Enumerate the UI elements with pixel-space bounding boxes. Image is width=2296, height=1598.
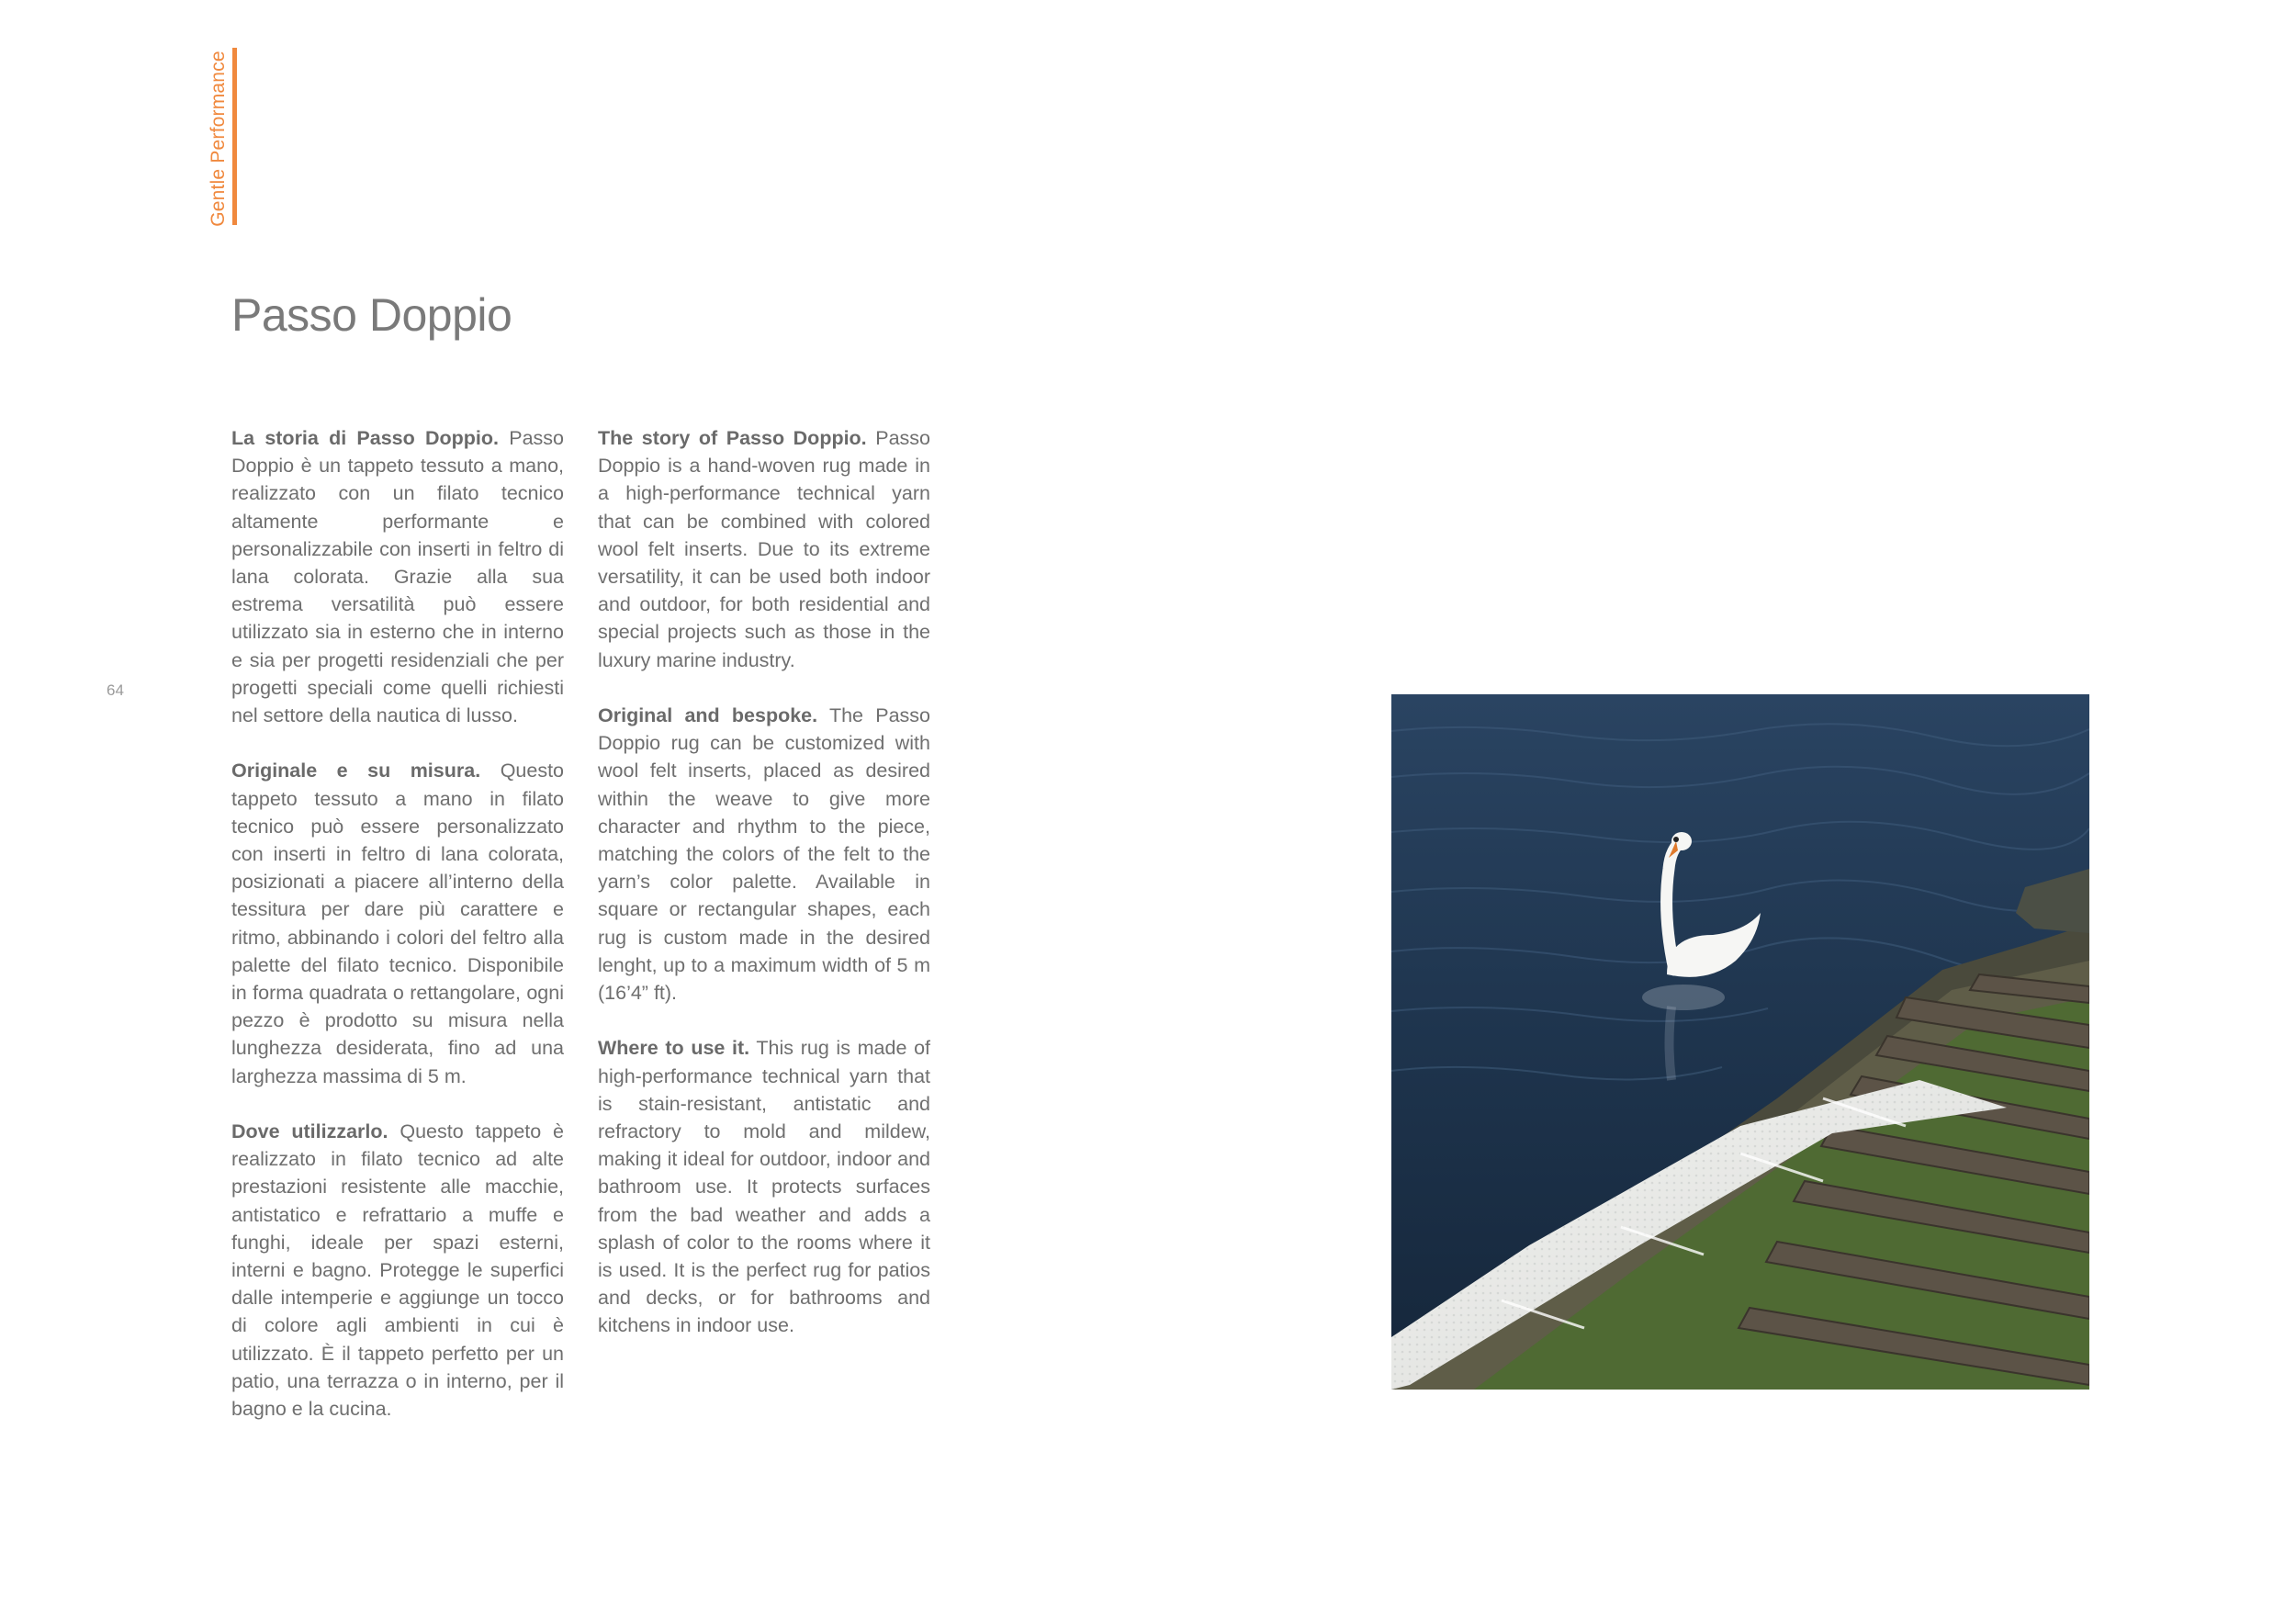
paragraph-lead: La storia di Passo Doppio. bbox=[231, 427, 499, 449]
paragraph-body: The Passo Doppio rug can be customized with wool felt inserts, placed as desired within the weave to give more character and rhythm to the piece, matching the colors of the felt to the yarn’s color palette. Available in square or rectangular shapes, each rug is custom made in the desired lenght, up to a maximum width of 5 m (16’4” ft). bbox=[598, 704, 930, 1005]
paragraph-lead: Original and bespoke. bbox=[598, 704, 818, 727]
english-paragraph bbox=[598, 424, 930, 674]
paragraph-lead: The story of Passo Doppio. bbox=[598, 427, 867, 449]
paragraph-body: Passo Doppio è un tappeto tessuto a mano, realizzato con un filato tecnico altamente performante e personalizzabile con inserti in feltro di lana colorata. Grazie alla sua estrema versatilità può essere utilizzato sia in esterno che in interno e sia per progetti residenziali che per progetti speciali come quelli richiesti nel settore della nautica di lusso. bbox=[231, 427, 564, 727]
english-paragraph bbox=[598, 1034, 930, 1339]
swan-lake-rug-illustration bbox=[1391, 694, 2089, 1390]
swan-reflection bbox=[1642, 985, 1725, 1010]
section-label bbox=[206, 51, 231, 227]
paragraph-body: Questo tappeto tessuto a mano in filato tecnico può essere personalizzato con inserti in feltro di lana colorata, posizionati a piacere all’interno della tessitura per dare più carattere e ritmo, abbinando i colori del feltro alla palette del filato tecnico. Disponibile in forma quadrata o rettangolare, ogni pezzo è prodotto su misura nella lunghezza desiderata, fino ad una larghezza massima di 5 m. bbox=[231, 760, 565, 1087]
paragraph-lead: Originale e su misura. bbox=[231, 760, 481, 782]
page-title: Passo Doppio bbox=[231, 289, 512, 341]
paragraph-lead: Dove utilizzarlo. bbox=[231, 1120, 388, 1143]
paragraph-lead: Where to use it. bbox=[598, 1037, 750, 1060]
paragraph-body: Passo Doppio is a hand-woven rug made in a high-performance technical yarn that can be combined with colored wool felt inserts. Due to its extreme versatility, it can be used both indoor and outdoor, for both residential and special projects such as those in the luxury marine industry. bbox=[598, 427, 930, 671]
italian-paragraph bbox=[231, 757, 564, 1089]
paragraph-body: This rug is made of high-performance technical yarn that is stain-resistant, antistatic and refractory to mold and mildew, making it ideal for outdoor, indoor and bathroom use. It protects surfaces from the bad weather and adds a splash of color to the rooms where it is used. It is the perfect rug for patios and decks, or for bathrooms and kitchens in indoor use. bbox=[598, 1037, 930, 1337]
paragraph-body: Questo tappeto è realizzato in filato tecnico ad alte prestazioni resistente alle macchie, antistatico e refrattario a muffe e funghi, ideale per spazi esterni, interni e bagno. Protegge le superfici dalle intemperie e aggiunge un tocco di colore agli ambienti in cui è utilizzato. È il tappeto perfetto per un patio, una terrazza o in interno, per il bagno e la cucina. bbox=[231, 1120, 564, 1421]
english-paragraph bbox=[598, 702, 930, 1007]
product-photo bbox=[1391, 694, 2089, 1390]
accent-bar bbox=[232, 48, 237, 225]
page-number: 64 bbox=[107, 681, 124, 699]
section-label-text: Gentle Performance bbox=[208, 51, 229, 227]
italian-paragraph bbox=[231, 1118, 564, 1423]
italian-paragraph bbox=[231, 424, 564, 729]
english-column bbox=[598, 424, 930, 1367]
italian-column bbox=[231, 424, 564, 1450]
